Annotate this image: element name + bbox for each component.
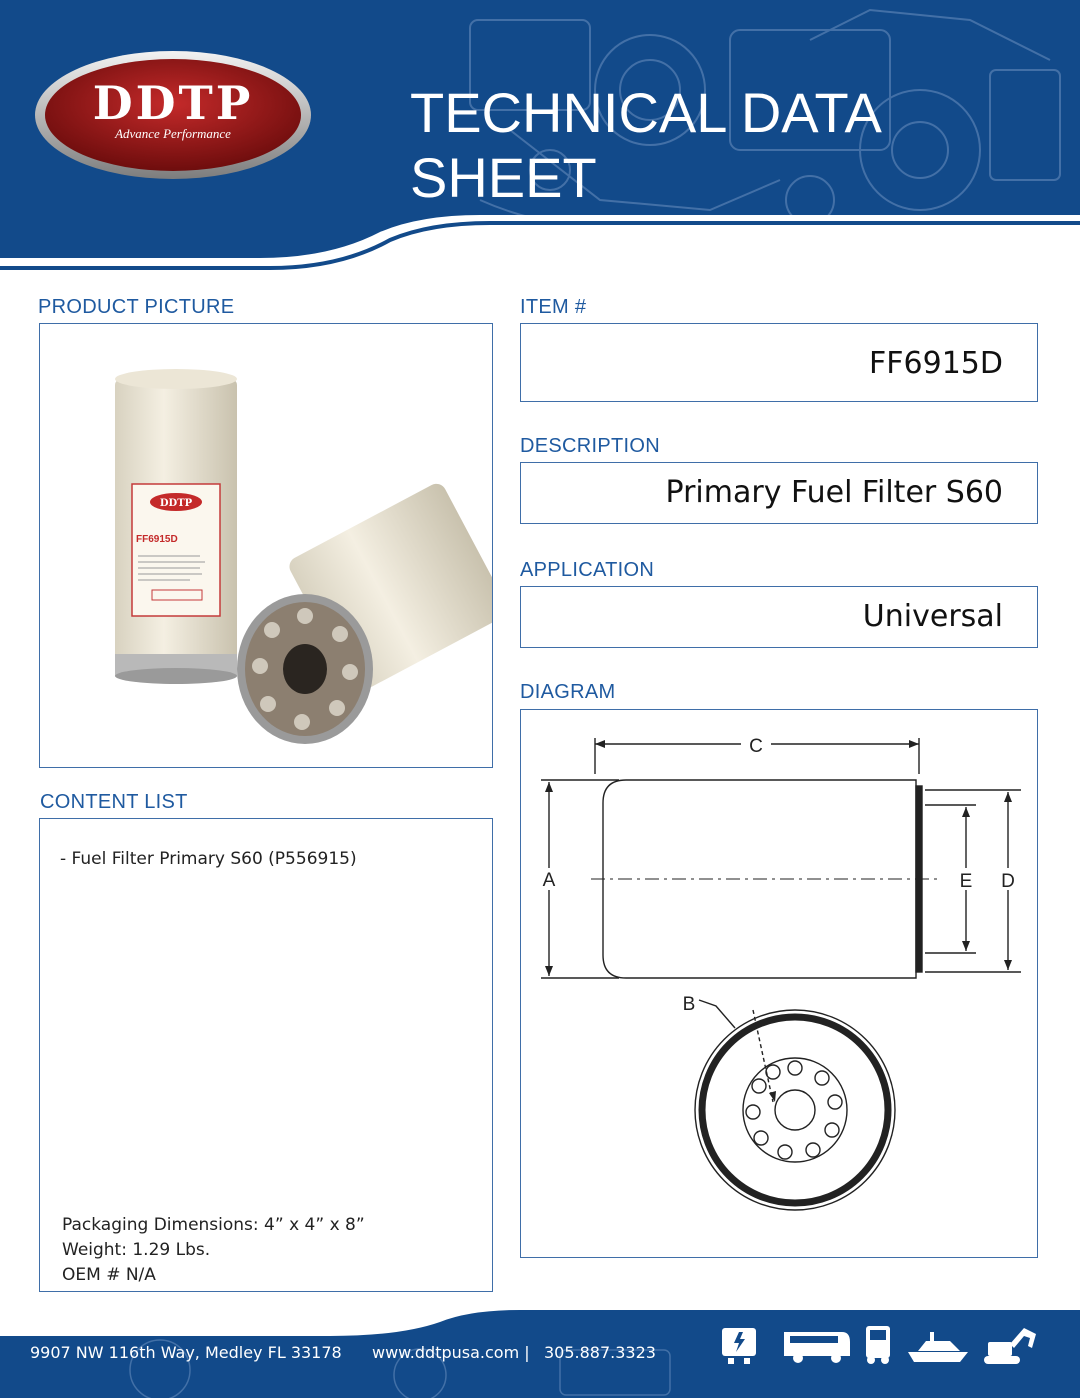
application-box — [520, 586, 1038, 648]
description-label: DESCRIPTION — [520, 435, 660, 457]
filter-label-code: FF6915D — [136, 534, 178, 545]
excavator-icon — [984, 1328, 1036, 1364]
page-title: TECHNICAL DATA SHEET — [410, 81, 879, 209]
packaging-dimensions: Packaging Dimensions: 4” x 4” x 8” — [62, 1215, 365, 1235]
item-box — [520, 323, 1038, 402]
footer-website[interactable]: www.ddtpusa.com | — [372, 1343, 530, 1362]
weight: Weight: 1.29 Lbs. — [62, 1240, 211, 1260]
logo-brand-text: DDTP — [92, 76, 254, 130]
diagram-box — [520, 709, 1038, 1258]
yacht-icon — [908, 1332, 968, 1362]
dim-label-b: B — [682, 994, 696, 1015]
footer-address: 9907 NW 116th Way, Medley FL 33178 — [30, 1343, 342, 1362]
dim-label-a: A — [542, 870, 556, 891]
header-banner — [0, 0, 1080, 280]
logo-tagline: Advance Performance — [115, 126, 231, 141]
application-value: Universal — [862, 599, 1003, 634]
filter-dimension-diagram — [521, 710, 1036, 1256]
footer-icon-row — [718, 1318, 1048, 1368]
diagram-label: DIAGRAM — [520, 681, 616, 703]
footer-phone: 305.887.3323 — [544, 1343, 656, 1362]
oem-number: OEM # N/A — [62, 1265, 156, 1285]
item-value: FF6915D — [869, 346, 1003, 381]
bus-icon — [784, 1332, 850, 1363]
item-label: ITEM # — [520, 296, 587, 318]
product-photo — [40, 324, 492, 767]
filter-label-brand: DDTP — [159, 498, 193, 509]
description-box — [520, 462, 1038, 524]
truck-icon — [866, 1326, 890, 1364]
dim-label-c: C — [749, 736, 763, 757]
dim-label-e: E — [959, 871, 973, 892]
dim-label-d: D — [1001, 871, 1015, 892]
product-picture-label: PRODUCT PICTURE — [38, 296, 235, 318]
content-list-box — [39, 818, 493, 1292]
application-label: APPLICATION — [520, 559, 655, 581]
description-value: Primary Fuel Filter S60 — [665, 475, 1003, 510]
generator-icon — [722, 1328, 756, 1364]
content-list-label: CONTENT LIST — [40, 791, 188, 813]
content-list-item: - Fuel Filter Primary S60 (P556915) — [60, 849, 357, 869]
